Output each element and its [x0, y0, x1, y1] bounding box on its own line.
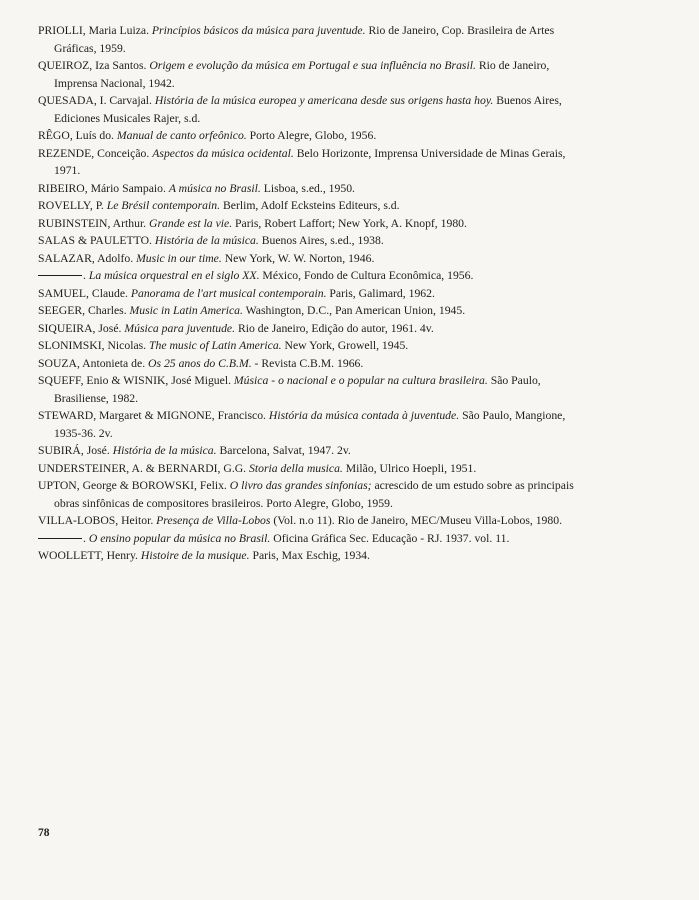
reference-author: SQUEFF, Enio & WISNIK, José Miguel. [38, 374, 231, 387]
edge-mark [677, 128, 695, 136]
reference-entry [38, 285, 578, 303]
reference-entry [38, 302, 578, 320]
reference-publication: México, Fondo de Cultura Econômica, 1956. [262, 269, 474, 282]
reference-publication: Paris, Robert Laffort; New York, A. Knopf, 1980. [235, 216, 467, 230]
reference-entry [38, 22, 578, 57]
reference-entry [38, 407, 578, 442]
reference-author: SIQUEIRA, José. [38, 321, 122, 335]
reference-publication: Milão, Ulrico Hoepli, 1951. [345, 461, 477, 475]
reference-publication: São Paulo, Brasiliense, 1982. [54, 374, 541, 405]
reference-title: Os 25 anos do C.B.M. [148, 356, 252, 370]
reference-publication: New York, Growell, 1945. [284, 339, 409, 352]
reference-title: A música no Brasil. [168, 181, 261, 195]
reference-title: Presença de Villa-Lobos [156, 514, 271, 527]
reference-publication: acrescido de um estudo sobre as principais obras sinfônicas de compositores brasileiros. Porto Alegre, Globo, 1959. [54, 479, 574, 510]
reference-title: Música para juventude. [124, 321, 236, 335]
reference-publication: Paris, Max Eschig, 1934. [252, 549, 370, 562]
reference-publication: New York, W. W. Norton, 1946. [224, 251, 375, 265]
reference-title: Origem e evolução da música em Portugal e sua influência no Brasil. [149, 59, 476, 72]
reference-title: Le Brésil contemporain. [106, 199, 221, 212]
reference-publication: Rio de Janeiro, Edição do autor, 1961. 4v. [237, 321, 434, 335]
reference-publication: Buenos Aires, s.ed., 1938. [261, 234, 384, 247]
reference-entry [38, 127, 578, 145]
reference-author: REZENDE, Conceição. [38, 146, 150, 160]
reference-entry [38, 267, 578, 285]
reference-entry [38, 530, 578, 548]
reference-entry [38, 512, 578, 530]
reference-title: Panorama de l'art musical contemporain. [130, 286, 327, 300]
reference-author: QUEIROZ, Iza Santos. [38, 59, 147, 72]
reference-entry [38, 477, 578, 512]
reference-publication: Buenos Aires, Ediciones Musicales Rajer, s.d. [54, 94, 562, 125]
reference-title: Histoire de la musique. [140, 549, 250, 562]
reference-author: STEWARD, Margaret & MIGNONE, Francisco. [38, 409, 266, 422]
reference-author: SALAZAR, Adolfo. [38, 251, 134, 265]
reference-author: . [83, 269, 86, 282]
reference-entry [38, 197, 578, 215]
reference-entry [38, 232, 578, 250]
reference-author: SALAS & PAULETTO. [38, 234, 152, 247]
reference-entry [38, 180, 578, 198]
reference-entry [38, 547, 578, 565]
reference-author: RUBINSTEIN, Arthur. [38, 216, 147, 230]
reference-author: SAMUEL, Claude. [38, 286, 128, 300]
reference-entry [38, 337, 578, 355]
reference-entry [38, 442, 578, 460]
reference-title: Aspectos da música ocidental. [152, 146, 294, 160]
reference-author: . [83, 531, 86, 545]
reference-publication: Porto Alegre, Globo, 1956. [249, 129, 377, 142]
reference-publication: Rio de Janeiro, Cop. Brasileira de Artes Gráficas, 1959. [54, 24, 555, 55]
reference-publication: Paris, Galimard, 1962. [329, 286, 435, 300]
reference-author: SLONIMSKI, Nicolas. [38, 339, 147, 352]
reference-publication: Rio de Janeiro, Imprensa Nacional, 1942. [54, 59, 550, 90]
reference-title: The music of Latin America. [149, 339, 282, 352]
reference-entry [38, 250, 578, 268]
reference-title: História da música contada à juventude. [268, 409, 460, 422]
reference-title: Manual de canto orfeônico. [116, 129, 247, 142]
reference-title: Música - o nacional e o popular na cultura brasileira. [233, 374, 488, 387]
reference-publication: Lisboa, s.ed., 1950. [263, 181, 355, 195]
reference-title: Princípios básicos da música para juventude. [151, 24, 366, 37]
reference-author: ROVELLY, P. [38, 199, 104, 212]
reference-author: RIBEIRO, Mário Sampaio. [38, 181, 166, 195]
reference-publication: Washington, D.C., Pan American Union, 1945. [245, 304, 466, 317]
reference-entry [38, 215, 578, 233]
reference-publication: Belo Horizonte, Imprensa Universidade de Minas Gerais, 1971. [54, 146, 566, 177]
reference-entry [38, 145, 578, 180]
reference-entry [38, 92, 578, 127]
reference-author: UNDERSTEINER, A. & BERNARDI, G.G. [38, 461, 247, 475]
reference-author: RÊGO, Luís do. [38, 129, 114, 142]
reference-publication: São Paulo, Mangione, 1935-36. 2v. [54, 409, 566, 440]
reference-title: O ensino popular da música no Brasil. [88, 531, 271, 545]
reference-title: História de la música. [154, 234, 259, 247]
reference-entry [38, 460, 578, 478]
bibliography-list [38, 22, 578, 565]
reference-title: O livro das grandes sinfonias; [229, 479, 372, 492]
reference-entry [38, 372, 578, 407]
reference-publication: Oficina Gráfica Sec. Educação - RJ. 1937. vol. 11. [273, 531, 510, 545]
reference-title: La música orquestral en el siglo XX. [88, 269, 260, 282]
reference-entry [38, 320, 578, 338]
reference-author: SUBIRÁ, José. [38, 444, 110, 457]
reference-entry [38, 355, 578, 373]
page-number: 78 [38, 827, 50, 839]
reference-publication: Barcelona, Salvat, 1947. 2v. [219, 444, 351, 457]
reference-author: SEEGER, Charles. [38, 304, 127, 317]
reference-title: História de la música. [112, 444, 217, 457]
reference-publication: Berlim, Adolf Ecksteins Editeurs, s.d. [222, 199, 400, 212]
reference-author: VILLA-LOBOS, Heitor. [38, 514, 154, 527]
reference-author: WOOLLETT, Henry. [38, 549, 138, 562]
ditto-dash [38, 538, 82, 539]
reference-title: Music in Latin America. [129, 304, 243, 317]
ditto-dash [38, 275, 82, 276]
reference-title: Grande est la vie. [149, 216, 233, 230]
reference-author: QUESADA, I. Carvajal. [38, 94, 152, 107]
reference-author: UPTON, George & BOROWSKI, Felix. [38, 479, 227, 492]
reference-publication: - Revista C.B.M. 1966. [254, 356, 364, 370]
reference-publication: (Vol. n.o 11). Rio de Janeiro, MEC/Museu Villa-Lobos, 1980. [273, 514, 563, 527]
reference-title: Storia della musica. [249, 461, 343, 475]
reference-author: SOUZA, Antonieta de. [38, 356, 146, 370]
reference-entry [38, 57, 578, 92]
reference-title: Music in our time. [136, 251, 222, 265]
reference-author: PRIOLLI, Maria Luiza. [38, 24, 149, 37]
reference-title: História de la música europea y americana desde sus origens hasta hoy. [154, 94, 494, 107]
